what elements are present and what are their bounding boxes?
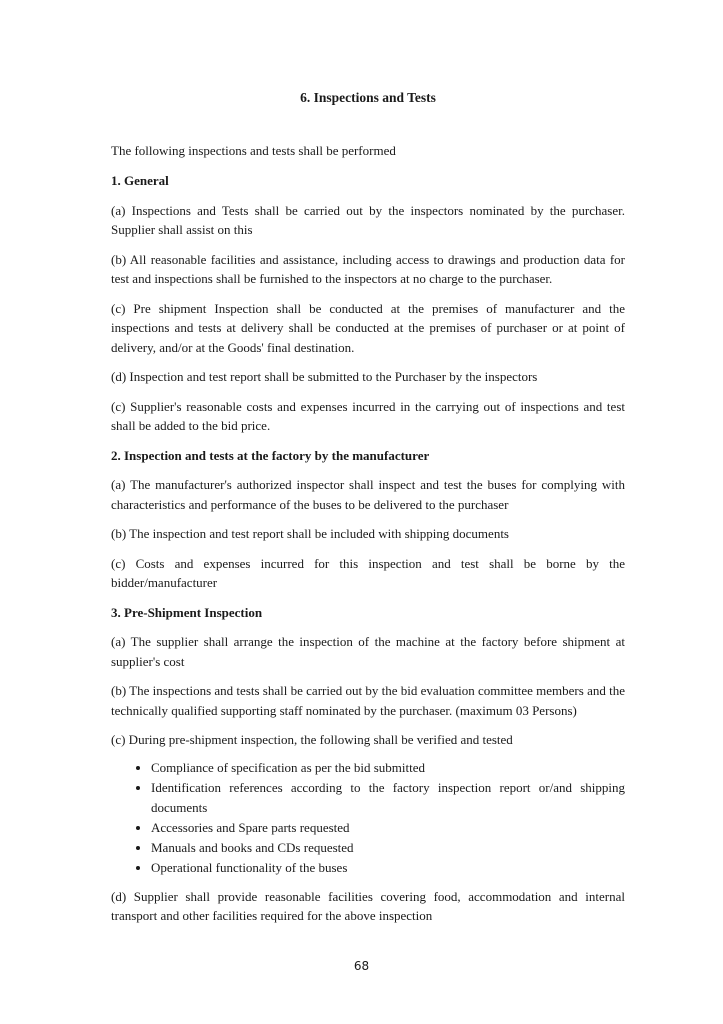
- list-item: • Manuals and books and CDs requested: [151, 838, 625, 858]
- page-title: 6. Inspections and Tests: [300, 90, 436, 105]
- paragraph: (a) Inspections and Tests shall be carried out by the inspectors nominated by the purchaser. Supplier shall assist on this: [111, 202, 625, 237]
- paragraph: (d) Inspection and test report shall be submitted to the Purchaser by the inspectors: [111, 369, 538, 384]
- section-heading-general: 1. General: [111, 173, 169, 188]
- intro-text: The following inspections and tests shall be performed: [111, 143, 396, 158]
- paragraph: (d) Supplier shall provide reasonable facilities covering food, accommodation and internal transport and other facilities required for the above inspection: [111, 888, 625, 923]
- list-item: • Compliance of specification as per the bid submitted: [151, 758, 625, 778]
- paragraph: (c) Pre shipment Inspection shall be conducted at the premises of manufacturer and the inspections and tests at delivery shall be conducted at the premises of purchaser or at point of delivery, and/or at the Goods' final destination.: [111, 300, 625, 355]
- paragraph: (b) All reasonable facilities and assistance, including access to drawings and production data for test and inspections shall be furnished to the inspectors at no charge to the purchaser.: [111, 251, 625, 286]
- paragraph: (c) Costs and expenses incurred for this inspection and test shall be borne by the bidder/manufacturer: [111, 555, 625, 590]
- paragraph: (b) The inspections and tests shall be carried out by the bid evaluation committee members and the technically qualified supporting staff nominated by the purchaser. (maximum 03 Persons): [111, 683, 625, 718]
- paragraph: (c) Supplier's reasonable costs and expenses incurred in the carrying out of inspections and test shall be added to the bid price.: [111, 398, 625, 433]
- section-heading-pre-shipment: 3. Pre-Shipment Inspection: [111, 604, 263, 620]
- document-body: [111, 171, 625, 936]
- paragraph: (b) The inspection and test report shall be included with shipping documents: [111, 526, 509, 541]
- list-item: • Accessories and Spare parts requested: [151, 818, 625, 838]
- paragraph: (a) The manufacturer's authorized inspector shall inspect and test the buses for complying with characteristics and performance of the buses to be delivered to the purchaser: [111, 477, 625, 512]
- verification-list: [111, 758, 625, 878]
- paragraph: (c) During pre-shipment inspection, the following shall be verified and tested: [111, 732, 513, 747]
- list-item: • Identification references according to the factory inspection report or/and shipping documents: [151, 778, 625, 818]
- list-item: • Operational functionality of the buses: [151, 858, 625, 878]
- section-heading-factory-tests: 2. Inspection and tests at the factory by the manufacturer: [111, 447, 430, 463]
- page-number: 68: [353, 959, 370, 973]
- paragraph: (a) The supplier shall arrange the inspection of the machine at the factory before shipment at supplier's cost: [111, 634, 625, 669]
